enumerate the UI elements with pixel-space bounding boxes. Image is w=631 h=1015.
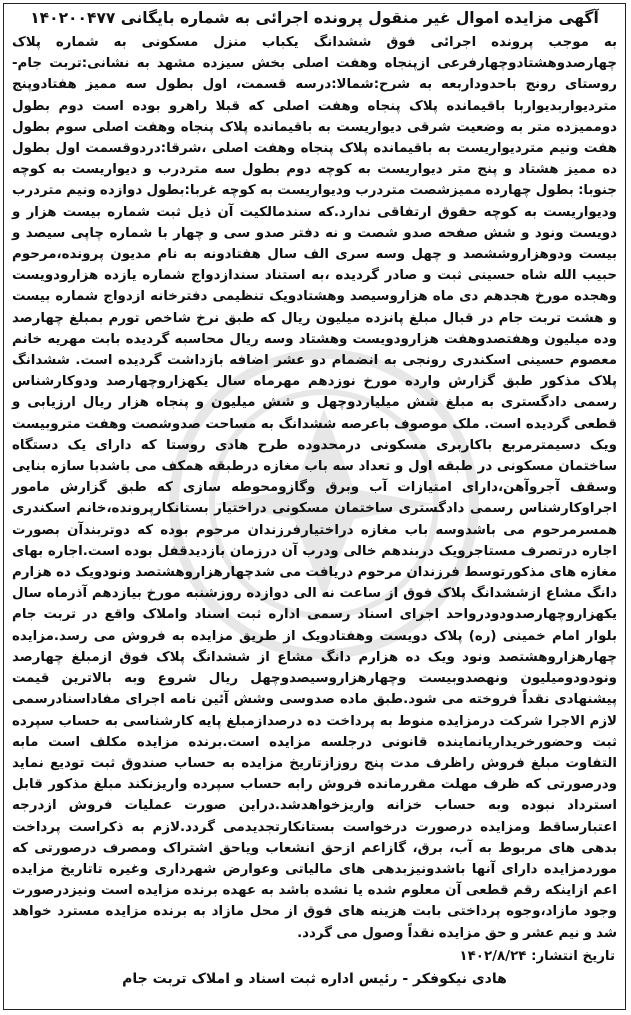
notice-frame — [3, 3, 626, 1010]
notice-title: آگهی مزایده اموال غیر منقول پرونده اجرائی به شماره بایگانی ۱۴۰۲۰۰۴۷۷ — [30, 9, 599, 27]
notice-body: به موجب پرونده اجرائی فوق ششدانگ یکباب منزل مسکونی به شماره پلاک چهارصدوهشتادوچهارفرعی ازپنجاه وهفت اصلی بخش سیزده مشهد به نشانی:تربت جام-روستای رونج باحدوداربعه به شرح:شمالا:درسه قسمت، اول بطول سه ممیز هفتادوپنج متردیواربدیواربا باقیمانده پلاک پنجاه وهفت اصلی که قبلا راهرو بوده است دوم بطول دوممیزده متر به وضعیت شرقی دیواریست به باقیمانده پلاک پنجاه وهفت اصلی سوم بطول هفت ونیم متردیواریست به باقیمانده پلاک پنجاه وهفت اصلی ،شرقا:دردوقسمت اول بطول ده ممیز هشتاد و پنج متر دیواریست به کوچه دوم بطول سه متردرب و دیواریست به کوچه جنوبا: بطول چهارده ممیزشصت متردرب ودیواریست به کوچه غربا:بطول دوازده ونیم متردرب ودیواریست به کوچه حقوق ارتفاقی ندارد.که سندمالکیت آن ذیل ثبت شماره بیست هزار و دویست ونود و شش صفحه صدو شصت و نه دفتر صدو سی و چهار با شماره چاپی سیصد و بیست ودوهزاروششصد و چهل وسه سری الف سال هفتادونه به نام مدیون پرونده،مرحوم حبیب الله شاه حسینی ثبت و صادر گردیده ،به استناد سندازدواج شماره یازده هزارودویست وهجده مورخ هجدهم دی ماه هزاروسیصد وهشتادویک تنظیمی دفترخانه ازدواج شماره بیست و هشت تربت جام در قبال مبلغ پانزده میلیون ریال که طبق نرخ شاخص تورم بمبلغ چهارصد وده میلیون وهفتصدوهفت هزارودویست وهشتاد وسه ریال محاسبه گردیده بابت مهریه خانم معصوم حسینی اسکندری رونجی به انضمام دو عشر اضافه بازداشت گردیده است. ششدانگ پلاک مذکور طبق گزارش وارده مورخ نوزدهم مهرماه سال یکهزاروچهارصد ودوکارشناس رسمی دادگستری به مبلغ شش میلیاردوچهل و شش میلیون و پنجاه هزار ریال ارزیابی و قطعی گردیده است. ملک موصوف باعرصه ششدانگ به مساحت صدوشصت وهفت متروبیست ویک دسیمترمربع باکاربری مسکونی درمحدوده طرح هادی روستا که دارای یک دستگاه ساختمان مسکونی در طبقه اول و تعداد سه باب مغازه درطبقه همکف می باشدبا سازه بنایی وسقف آجروآهن،دارای امتیازات آب وبرق وگازومحوطه سازی که طبق گزارش مامور اجراوکارشناس رسمی دادگستری ساختمان مسکونی دراختیار بستانکارپرونده،خانم اسکندری همسرمرحوم می باشدوسه باب مغازه دراختیارفرزندان مرحوم بوده که دوتربندآن بصورت اجاره درتصرف مستاجرویک دربندهم خالی ودرب آن درزمان بازدیدقفل بوده است.اجاره بهای مغازه های مذکورتوسط فرزندان مرحوم دریافت می شدچهارهزاروهشتصد ونودویک ده هزارم دانگ مشاع ازششدانگ پلاک فوق از ساعت نه الی دوازده روزشنبه مورخ بیازدهم آذرماه سال یکهزاروچهارصدودودرواحد اجرای اسناد رسمی اداره ثبت اسناد واملاک واقع در تربت جام بلوار امام خمینی (ره) پلاک دویست وهفتادویک از طریق مزایده به فروش می رسد.مزایده چهارهزاروهشتصد ونود ویک ده هزارم دانگ مشاع از ششدانگ پلاک فوق ازمبلغ چهارصد ونودودومیلیون ونهصدوبیست وچهارهزاروسیصدوچهل ریال شروع وبه بالاترین قیمت پیشنهادی نقداً فروخته می شود.طبق ماده صدوسی وشش آئین نامه اجرای مفاداسنادرسمی لازم الاجرا شرکت درمزایده منوط به پرداخت ده درصدازمبلغ پایه کارشناسی به حساب سپرده ثبت وحضورخریداریانماینده قانونی درجلسه مزایده است.برنده مزایده مکلف است مابه التفاوت مبلغ فروش راظرف مدت پنج روزازتاریخ مزایده به حساب صندوق ثبت تودیع نماید ودرصورتی که ظرف مهلت مقررمانده فروش رابه حساب سپرده واریزنکند مبلغ مذکور قابل استرداد نبوده وبه حساب خزانه واریزخواهدشد.دراین صورت عملیات فروش ازدرجه اعتبارساقط ومزایده درصورت درخواست بستانکارتجدیدمی گردد.لازم به ذکراست پرداخت بدهی های مربوط به آب، برق، گازاعم ازحق انشعاب ویاحق اشتراک ومصرف درصورتی که موردمزایده دارای آنها باشدونیزبدهی های مالیاتی وعوارض شهرداری وغیره تاتاریخ مزایده اعم ازاینکه رقم قطعی آن معلوم شده یا نشده باشد به عهده برنده مزایده است ونیزدرصورت وجود مازاد،وجوه پرداختی بابت هزینه های فوق از محل مازاد به برنده مزایده مسترد خواهد شد و نیم عشر و حق مزایده نقداً وصول می گردد. — [12, 35, 617, 941]
publish-date: تاریخ انتشار: ۱۴۰۲/۸/۲۴ — [459, 948, 615, 964]
signature-line: هادی نیکوفکر - رئیس اداره ثبت اسناد و املاک تربت جام — [122, 970, 507, 987]
